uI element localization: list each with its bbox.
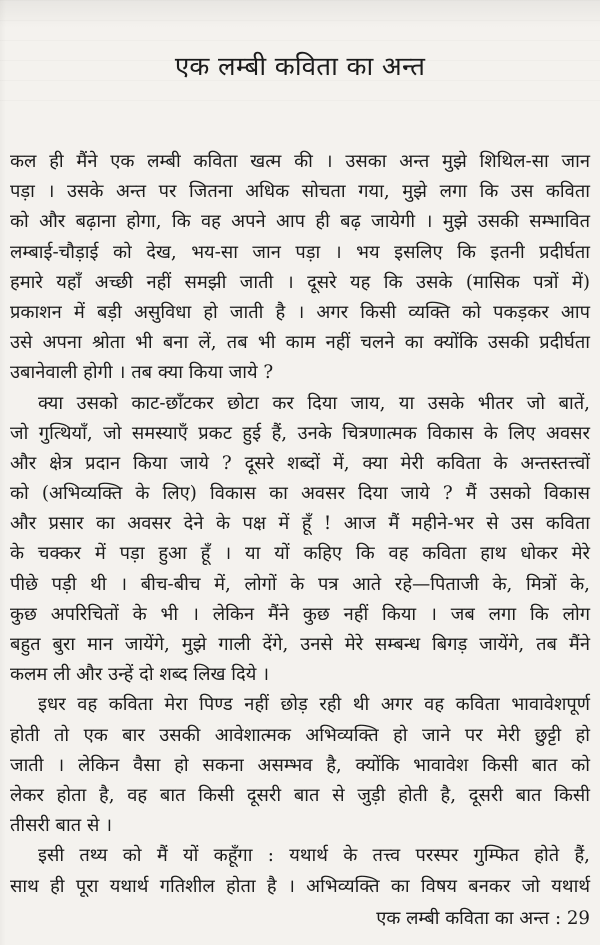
text-line: होती तो एक बार उसकी आवेशात्मक अभिव्यक्ति हो जाने पर मेरी छुट्टी हो: [10, 724, 590, 746]
text-line: और क्षेत्र प्रदान किया जाये ? दूसरे शब्दों में, क्या मेरी कविता के अन्तस्तत्त्वों: [10, 452, 590, 474]
chapter-title: एक लम्बी कविता का अन्त: [174, 52, 426, 82]
text-line: पीछे पड़ी थी । बीच-बीच में, लोगों के पत्र आते रहे—पिताजी के, मित्रों के,: [10, 573, 590, 595]
text-line: कलम ली और उन्हें दो शब्द लिख दिये ।: [10, 664, 270, 686]
text-line: के चक्कर में पड़ा हुआ हूँ । या यों कहिए कि वह कविता हाथ धोकर मेरे: [10, 543, 590, 565]
text-line: जो गुत्थियाँ, जो समस्याएँ प्रकट हुई हैं, उनके चित्रणात्मक विकास के लिए अवसर: [10, 422, 590, 444]
text-line: लेकर होता है, वह बात किसी दूसरी बात से जुड़ी होती है, दूसरी बात किसी: [10, 784, 590, 806]
text-line: को (अभिव्यक्ति के लिए) विकास का अवसर दिया जाये ? मैं उसको विकास: [10, 483, 590, 505]
text-line: पड़ा । उसके अन्त पर जितना अधिक सोचता गया, मुझे लगा कि उस कविता: [10, 181, 590, 203]
text-line: को और बढ़ाना होगा, कि वह अपने आप ही बढ़ जायेगी । मुझे उसकी सम्भावित: [10, 211, 590, 233]
page-footer: एक लम्बी कविता का अन्त : 29: [376, 908, 590, 929]
text-line: और प्रसार का अवसर देने के पक्ष में हूँ ! आज मैं महीने-भर से उस कविता: [10, 513, 590, 535]
text-line: हमारे यहाँ अच्छी नहीं समझी जाती । दूसरे यह कि उसके (मासिक पत्रों में): [10, 271, 590, 293]
text-line: प्रकाशन में बड़ी असुविधा हो जाती है । अगर किसी व्यक्ति को पकड़कर आप: [10, 301, 590, 323]
text-line: कुछ अपरिचितों के भी । लेकिन मैंने कुछ नहीं किया । जब लगा कि लोग: [10, 603, 590, 625]
main-text: [10, 147, 590, 902]
text-line: बहुत बुरा मान जायेंगे, मुझे गाली देंगे, उनसे मेरे सम्बन्ध बिगड़ जायेंगे, तब मैंने: [10, 634, 590, 655]
text-line: इधर वह कविता मेरा पिण्ड नहीं छोड़ रही थी अगर वह कविता भावावेशपूर्ण: [38, 694, 590, 716]
text-line: क्या उसको काट-छाँटकर छोटा कर दिया जाय, या उसके भीतर जो बातें,: [38, 392, 590, 414]
text-line: तीसरी बात से ।: [10, 815, 113, 837]
text-line: इसी तथ्य को मैं यों कहूँगा : यथार्थ के तत्त्व परस्पर गुम्फित होते हैं,: [38, 845, 590, 867]
text-line: जाती । लेकिन वैसा हो सकना असम्भव है, क्योंकि भावावेश किसी बात को: [10, 754, 590, 776]
text-line: लम्बाई-चौड़ाई को देख, भय-सा जान पड़ा । भय इसलिए कि इतनी प्रदीर्घता: [10, 241, 590, 263]
text-line: कल ही मैंने एक लम्बी कविता खत्म की । उसका अन्त मुझे शिथिल-सा जान: [10, 151, 590, 172]
text-line: साथ ही पूरा यथार्थ गतिशील होता है । अभिव्यक्ति का विषय बनकर जो यथार्थ: [10, 875, 590, 897]
text-line: उबानेवाली होगी । तब क्या किया जाये ?: [10, 362, 274, 384]
text-line: उसे अपना श्रोता भी बना लें, तब भी काम नहीं चलने का क्योंकि उसकी प्रदीर्घता: [10, 332, 590, 354]
